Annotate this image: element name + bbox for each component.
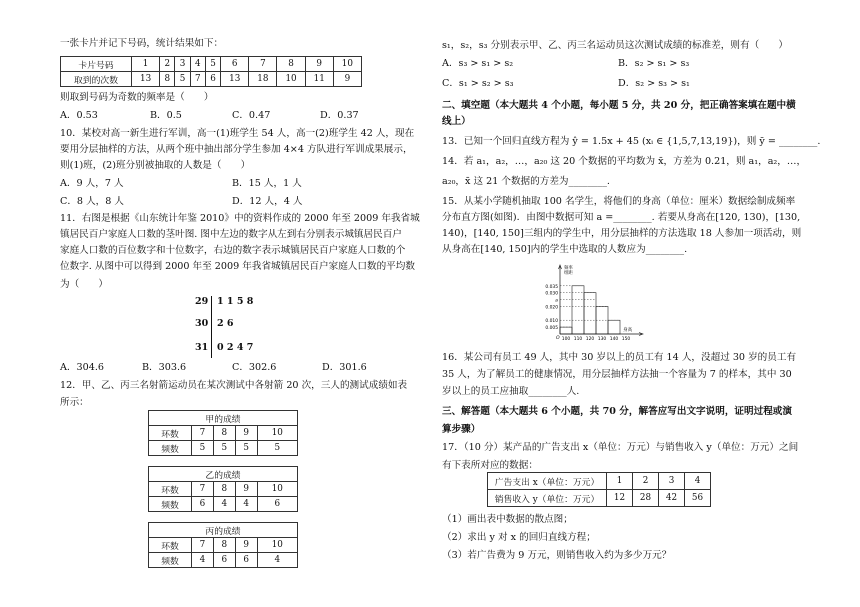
score-cell: 8 — [213, 482, 235, 497]
stem-value: 31 — [195, 342, 209, 353]
q16-text: 16．某公司有员工 49 人，其中 30 岁以上的员工有 14 人，没超过 30 岁的员工有 — [442, 352, 797, 363]
score-table-title: 丙的成绩 — [149, 523, 298, 538]
card-cell: 9 — [333, 72, 361, 87]
score-cell: 6 — [213, 553, 235, 568]
card-cell: 8 — [160, 72, 175, 87]
score-cell: 5 — [235, 441, 257, 456]
y-axis-label: 频率 — [564, 266, 573, 271]
section-3-heading: 算步骤） — [442, 424, 481, 435]
ad-cell: 42 — [659, 490, 685, 507]
q12-option-a: A．s₃ > s₁ > s₂ — [442, 58, 514, 69]
card-cell: 11 — [305, 72, 333, 87]
q17-subquestion: （2）求出 y 对 x 的回归直线方程； — [442, 532, 596, 543]
x-tick-label: 140 — [609, 337, 619, 342]
score-table-title: 乙的成绩 — [149, 467, 298, 482]
stem-divider — [211, 296, 212, 358]
q10-option-b: B．15 人，1 人 — [232, 178, 302, 189]
score-cell: 10 — [257, 426, 297, 441]
card-cell: 5 — [205, 57, 220, 72]
score-table-header: 环数 — [149, 538, 192, 553]
score-table-header: 频数 — [149, 553, 192, 568]
card-table — [60, 56, 362, 87]
q12-text: 12．甲、乙、丙三名射箭运动员在某次测试中各射箭 20 次，三人的测试成绩如表 — [60, 380, 408, 391]
y-tick-label: 0.010 — [545, 319, 558, 325]
ad-cell: 4 — [685, 473, 711, 490]
score-table-bing — [148, 522, 298, 568]
table-row — [488, 473, 711, 490]
q16-text: 岁以上的员工应抽取________人. — [442, 386, 580, 397]
q12-text: 所示： — [60, 397, 89, 408]
section-2-heading: 二、填空题（本大题共 4 个小题，每小题 5 分，共 20 分，把正确答案填在题中横 — [442, 100, 796, 111]
ad-cell: 3 — [659, 473, 685, 490]
score-cell: 7 — [192, 538, 214, 553]
histogram-bar — [584, 293, 596, 334]
card-cell: 4 — [190, 57, 205, 72]
score-table-jia — [148, 410, 298, 456]
q11-option-a: A．304.6 — [60, 362, 104, 373]
leaf-value: 2 6 — [217, 318, 234, 329]
ad-sales-table — [487, 472, 711, 507]
table-row — [149, 497, 298, 512]
ad-table-header: 销售收入 y（单位：万元） — [488, 490, 607, 507]
table-row — [149, 553, 298, 568]
card-cell: 10 — [277, 72, 305, 87]
card-table-header: 取到的次数 — [61, 72, 132, 87]
height-histogram — [534, 258, 664, 348]
q9-option-c: C．0.47 — [232, 110, 271, 121]
q12-option-c: C．s₁ > s₂ > s₃ — [442, 78, 514, 89]
score-table-header: 频数 — [149, 497, 192, 512]
q10-text: 要用分层抽样的方法，从两个班中抽出部分学生参加 4×4 方队进行军训成果展示， — [60, 144, 413, 155]
score-cell: 5 — [213, 441, 235, 456]
q11-text: 为（ ） — [60, 279, 108, 290]
card-cell: 7 — [190, 72, 205, 87]
histogram-bar — [560, 327, 572, 334]
card-table-row — [61, 57, 362, 72]
y-axis-label: 组距 — [564, 271, 573, 276]
card-cell: 10 — [333, 57, 361, 72]
x-tick-label: 120 — [585, 337, 595, 342]
card-cell: 5 — [175, 72, 190, 87]
x-tick-label: 100 — [561, 337, 571, 342]
q9-option-b: B．0.5 — [150, 110, 182, 121]
card-table-row — [61, 72, 362, 87]
q9-option-d: D．0.37 — [320, 110, 359, 121]
card-cell: 6 — [205, 72, 220, 87]
ad-table-header: 广告支出 x（单位：万元） — [488, 473, 607, 490]
score-cell: 7 — [192, 482, 214, 497]
q17-text: 有下表所对应的数据： — [442, 460, 538, 471]
q9-option-a: A．0.53 — [60, 110, 98, 121]
score-table-yi — [148, 466, 298, 512]
score-cell: 9 — [235, 482, 257, 497]
q11-option-b: B．303.6 — [142, 362, 187, 373]
y-tick-label: 0.035 — [545, 284, 558, 290]
score-table-title: 甲的成绩 — [149, 411, 298, 426]
y-tick-label: 0.030 — [545, 291, 558, 297]
q12-option-b: B．s₂ > s₁ > s₃ — [618, 58, 690, 69]
q12-continuation: s₁，s₂，s₃ 分别表示甲、乙、丙三名运动员这次测试成绩的标准差，则有（ ） — [442, 40, 788, 51]
score-cell: 5 — [257, 441, 297, 456]
q15-text: 分布直方图(如图)．由图中数据可知 a =________. 若要从身高在[120, 130)，[130, — [442, 212, 801, 223]
x-tick-label: 110 — [573, 337, 583, 342]
y-tick-label: 0.020 — [545, 305, 558, 311]
leaf-value: 0 2 4 7 — [217, 342, 254, 353]
card-cell: 1 — [132, 57, 160, 72]
card-cell: 13 — [221, 72, 249, 87]
card-cell: 9 — [305, 57, 333, 72]
q16-text: 35 人，为了解员工的健康情况，用分层抽样方法抽一个容量为 7 的样本，其中 30 — [442, 369, 792, 380]
score-cell: 4 — [235, 497, 257, 512]
q10-option-a: A．9 人，7 人 — [60, 178, 124, 189]
score-cell: 5 — [192, 441, 214, 456]
q11-option-d: D．301.6 — [322, 362, 367, 373]
ad-cell: 2 — [633, 473, 659, 490]
score-table-header: 环数 — [149, 482, 192, 497]
card-cell: 18 — [249, 72, 277, 87]
score-cell: 6 — [257, 497, 297, 512]
score-cell: 4 — [213, 497, 235, 512]
q15-text: 140)，[140, 150]三组内的学生中，用分层抽样的方法选取 18 人参加一项活动，则 — [442, 228, 802, 239]
score-cell: 6 — [192, 497, 214, 512]
q9-intro: 一张卡片并记下号码，统计结果如下： — [60, 38, 224, 49]
card-cell: 6 — [221, 57, 249, 72]
histogram-bar — [608, 320, 620, 334]
score-cell: 7 — [192, 426, 214, 441]
table-row — [149, 538, 298, 553]
card-cell: 3 — [175, 57, 190, 72]
q11-text: 家庭人口数的百位数字和十位数字，右边的数字表示城镇居民百户家庭人口数的个 — [60, 245, 406, 256]
q15-text: 15．从某小学随机抽取 100 名学生，将他们的身高（单位：厘米）数据绘制成频率 — [442, 196, 796, 207]
q10-text: 10．某校对高一新生进行军训，高一(1)班学生 54 人，高一(2)班学生 42 人，现在 — [60, 128, 415, 139]
y-unknown-label: a — [555, 298, 558, 304]
q11-text: 位数字. 从图中可以得到 2000 年至 2009 年我省城镇居民百户家庭人口数的平均数 — [60, 261, 415, 272]
card-table-header: 卡片号码 — [61, 57, 132, 72]
section-2-heading: 线上） — [442, 116, 471, 127]
ad-cell: 28 — [633, 490, 659, 507]
q17-text: 17．（10 分）某产品的广告支出 x（单位：万元）与销售收入 y（单位：万元）之间 — [442, 442, 799, 453]
score-cell: 10 — [257, 538, 297, 553]
x-tick-label: 150 — [621, 337, 631, 342]
q12-option-d: D．s₂ > s₃ > s₁ — [618, 78, 690, 89]
score-cell: 4 — [257, 553, 297, 568]
q15-text: 从身高在[140, 150]内的学生中选取的人数应为________. — [442, 244, 688, 255]
score-cell: 6 — [235, 553, 257, 568]
q10-option-c: C．8 人，8 人 — [60, 196, 125, 207]
q13-text: 13．已知一个回归直线方程为 ŷ = 1.5x + 45 (xᵢ ∈ {1,5,7,13,19})，则 ȳ = ________. — [442, 136, 821, 147]
card-cell: 2 — [160, 57, 175, 72]
q9-question: 则取到号码为奇数的频率是（ ） — [60, 92, 214, 103]
q14-text: 14．若 a₁，a₂，…，a₂₀ 这 20 个数据的平均数为 x̄，方差为 0.21，则 a₁，a₂，…， — [442, 156, 807, 167]
stem-value: 29 — [195, 296, 209, 307]
score-cell: 8 — [213, 426, 235, 441]
stem-value: 30 — [195, 318, 209, 329]
card-cell: 8 — [277, 57, 305, 72]
table-row — [488, 490, 711, 507]
ad-cell: 12 — [607, 490, 633, 507]
table-row — [149, 482, 298, 497]
score-table-header: 频数 — [149, 441, 192, 456]
section-3-heading: 三、解答题（本大题共 6 个小题，共 70 分，解答应写出文字说明，证明过程或演 — [442, 406, 792, 417]
score-table-header: 环数 — [149, 426, 192, 441]
x-axis-label: 身高 — [623, 328, 633, 333]
q14-text: a₂₀，x̄ 这 21 个数据的方差为________. — [442, 176, 610, 187]
q10-option-d: D．12 人，4 人 — [232, 196, 303, 207]
card-cell: 13 — [132, 72, 160, 87]
card-cell: 7 — [249, 57, 277, 72]
q11-option-c: C．302.6 — [232, 362, 277, 373]
leaf-value: 1 1 5 8 — [217, 296, 254, 307]
x-tick-label: 130 — [597, 337, 607, 342]
ad-cell: 1 — [607, 473, 633, 490]
histogram-bar — [572, 286, 584, 334]
q10-text: 则(1)班，(2)班分别被抽取的人数是（ ） — [60, 160, 251, 171]
score-cell: 9 — [235, 426, 257, 441]
ad-cell: 56 — [685, 490, 711, 507]
y-tick-label: 0.005 — [545, 326, 558, 332]
score-cell: 10 — [257, 482, 297, 497]
origin-label: O — [556, 336, 560, 341]
score-cell: 9 — [235, 538, 257, 553]
score-cell: 4 — [192, 553, 214, 568]
q17-subquestion: （1）画出表中数据的散点图； — [442, 514, 573, 525]
table-row — [149, 426, 298, 441]
q11-text: 11．右图是根据《山东统计年鉴 2010》中的资料作成的 2000 年至 2009 年我省城 — [60, 213, 420, 224]
q17-subquestion: （3）若广告费为 9 万元，则销售收入约为多少万元？ — [442, 550, 672, 561]
q11-text: 镇居民百户家庭人口数的茎叶图. 图中左边的数字从左到右分别表示城镇居民百户 — [60, 229, 402, 240]
score-cell: 8 — [213, 538, 235, 553]
table-row — [149, 441, 298, 456]
